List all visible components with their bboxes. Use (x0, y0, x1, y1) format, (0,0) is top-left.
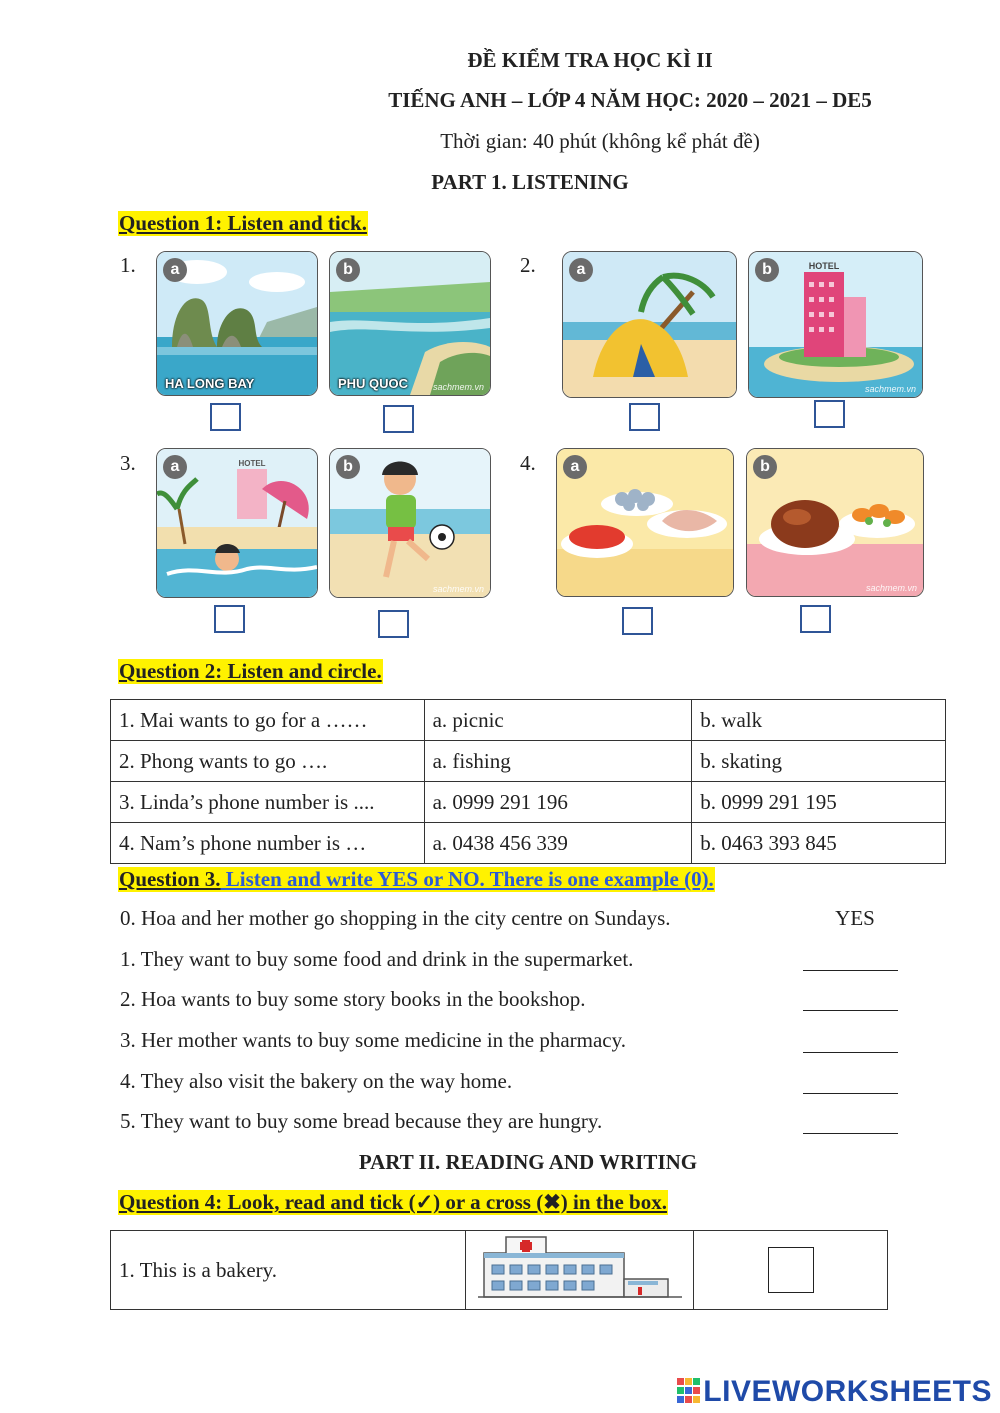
option-a-badge: a (569, 258, 593, 282)
q1-item2-picture-a (562, 251, 737, 398)
q1-item2-tickbox-b[interactable] (814, 400, 845, 428)
q3-label-instruction: Listen and write YES or NO. There is one example (0). (220, 867, 714, 891)
table-row (111, 823, 946, 864)
q1-item4-number: 4. (520, 451, 536, 475)
watermark: sachmem.vn (865, 583, 917, 593)
watermark: sachmem.vn (432, 584, 484, 594)
logo-text: LIVEWORKSHEETS (703, 1375, 992, 1408)
table-row (111, 741, 946, 782)
q3-answer-blank[interactable] (803, 1133, 898, 1134)
picture-caption: PHU QUOC (338, 376, 409, 391)
option-a-badge: a (163, 258, 187, 282)
q1-item4-tickbox-a[interactable] (622, 607, 653, 635)
q1-item3-tickbox-a[interactable] (214, 605, 245, 633)
q4-picture-cell (466, 1231, 694, 1310)
q2-option-b[interactable]: b. 0463 393 845 (692, 823, 946, 864)
part1-title: PART 1. LISTENING (431, 170, 629, 194)
hotel-sign: HOTEL (808, 261, 840, 271)
q1-item2-number: 2. (520, 253, 536, 277)
table-row (111, 1231, 888, 1310)
q3-item-text: 0. Hoa and her mother go shopping in the city centre on Sundays. (120, 906, 671, 930)
hotel-sign: HOTEL (238, 459, 266, 468)
q3-label (118, 867, 715, 892)
q3-item-text: 4. They also visit the bakery on the way home. (120, 1069, 513, 1093)
q2-option-a[interactable]: a. picnic (424, 700, 692, 741)
part2-title: PART II. READING AND WRITING (358, 1150, 698, 1174)
q2-question: 1. Mai wants to go for a …… (111, 700, 425, 741)
q1-item2-tickbox-a[interactable] (629, 403, 660, 431)
q1-item1-tickbox-a[interactable] (210, 403, 241, 431)
q1-item1-number: 1. (120, 253, 136, 277)
liveworksheets-logo (677, 1375, 992, 1409)
option-b-badge: b (336, 455, 360, 479)
q1-item3-number: 3. (120, 451, 136, 475)
q4-answer-cell (694, 1231, 888, 1310)
q4-label: Question 4: Look, read and tick (✓) or a cross (✖) in the box. (119, 1190, 667, 1214)
q3-label-lead: Question 3. (119, 867, 221, 891)
watermark: sachmem.vn (432, 382, 484, 392)
q2-option-b[interactable]: b. skating (692, 741, 946, 782)
hospital-illustration (478, 1235, 682, 1299)
q2-question: 4. Nam’s phone number is … (111, 823, 425, 864)
q2-option-b[interactable]: b. 0999 291 195 (692, 782, 946, 823)
q1-item1-picture-b (329, 251, 491, 396)
picture-caption: HA LONG BAY (165, 376, 255, 391)
q4-answer-box[interactable] (768, 1247, 814, 1293)
q1-item1-tickbox-b[interactable] (383, 405, 414, 433)
q3-item-text: 5. They want to buy some bread because they are hungry. (120, 1109, 603, 1133)
q2-option-a[interactable]: a. 0999 291 196 (424, 782, 692, 823)
exam-time: Thời gian: 40 phút (không kể phát đề) (440, 129, 760, 153)
liveworksheets-mark-icon (677, 1378, 701, 1404)
q4-statement: 1. This is a bakery. (111, 1231, 466, 1310)
q3-answer-blank[interactable] (803, 1052, 898, 1053)
q1-item3-tickbox-b[interactable] (378, 610, 409, 638)
q2-table (110, 699, 946, 864)
q1-label: Question 1: Listen and tick. (119, 211, 367, 235)
option-a-badge: a (163, 455, 187, 479)
q3-item-text: 1. They want to buy some food and drink in the supermarket. (120, 947, 634, 971)
q2-question: 3. Linda’s phone number is .... (111, 782, 425, 823)
q3-answer-blank[interactable] (803, 970, 898, 971)
option-b-badge: b (336, 258, 360, 282)
q1-item4-tickbox-b[interactable] (800, 605, 831, 633)
q4-table (110, 1230, 888, 1310)
q3-example-answer: YES (835, 906, 875, 930)
option-a-badge: a (563, 455, 587, 479)
q2-option-b[interactable]: b. walk (692, 700, 946, 741)
q2-option-a[interactable]: a. fishing (424, 741, 692, 782)
q3-item-text: 2. Hoa wants to buy some story books in the bookshop. (120, 987, 586, 1011)
table-row (111, 782, 946, 823)
option-b-badge: b (753, 455, 777, 479)
q1-item4-picture-a (556, 448, 734, 597)
exam-title: ĐỀ KIỂM TRA HỌC KÌ II (467, 48, 713, 72)
q1-item3-picture-b (329, 448, 491, 598)
watermark: sachmem.vn (864, 384, 916, 394)
q1-item2-picture-b (748, 251, 923, 398)
table-row (111, 700, 946, 741)
exam-subtitle: TIẾNG ANH – LỚP 4 NĂM HỌC: 2020 – 2021 – DE5 (388, 88, 872, 112)
q1-item3-picture-a (156, 448, 318, 598)
q1-item1-picture-a (156, 251, 318, 396)
q3-answer-blank[interactable] (803, 1093, 898, 1094)
q2-label: Question 2: Listen and circle. (119, 659, 382, 683)
q2-question: 2. Phong wants to go …. (111, 741, 425, 782)
q2-option-a[interactable]: a. 0438 456 339 (424, 823, 692, 864)
q3-answer-blank[interactable] (803, 1010, 898, 1011)
option-b-badge: b (755, 258, 779, 282)
q3-item-text: 3. Her mother wants to buy some medicine in the pharmacy. (120, 1028, 626, 1052)
q1-item4-picture-b (746, 448, 924, 597)
